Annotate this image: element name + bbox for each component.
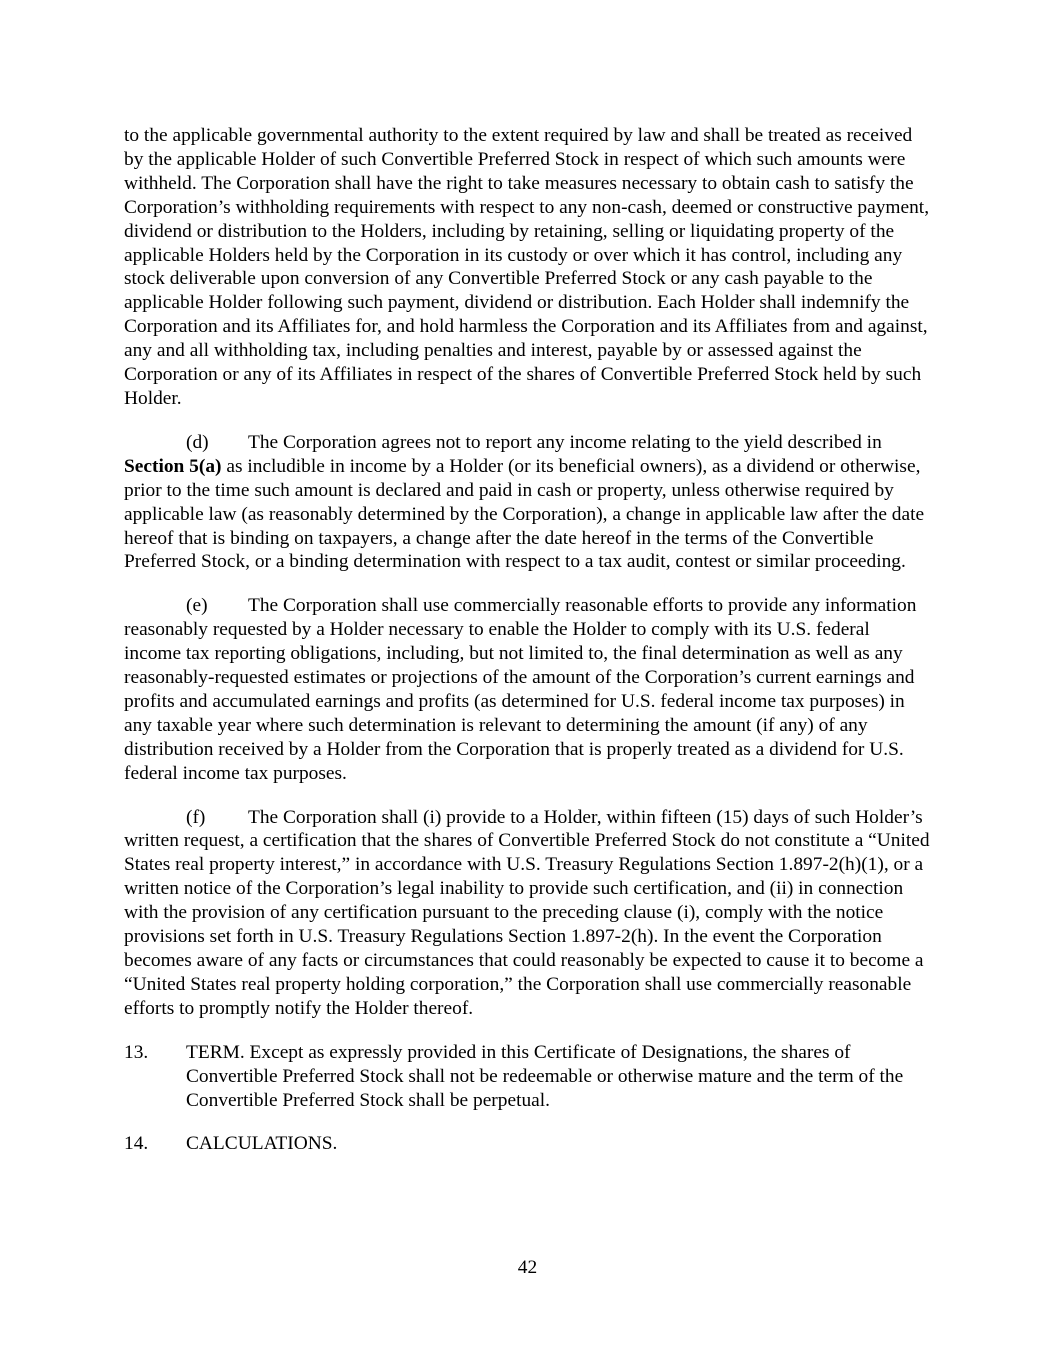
- paragraph-d-text-after: as includible in income by a Holder (or its beneficial owners), as a dividend or otherwise, prior to the time such amount is declared and paid in cash or property, unless otherwise required by applicable law (as reasonably determined by the Corporation), a change in applicable law after the date hereof that is binding on taxpayers, a change after the date hereof in the terms of the Convertible Preferred Stock, or a binding determination with respect to a tax audit, contest or similar proceeding.: [124, 455, 925, 573]
- paragraph-d: [124, 431, 930, 574]
- paragraph-e-text: The Corporation shall use commercially reasonable efforts to provide any information reasonably requested by a Holder necessary to enable the Holder to comply with its U.S. federal income tax reporting obligations, including, but not limited to, the final determination as well as any reasonably-requested estimates or projections of the amount of the Corporation’s current earnings and profits and accumulated earnings and profits (as determined for U.S. federal income tax purposes) in any taxable year where such determination is relevant to determining the amount (if any) of any distribution received by a Holder from the Corporation that is properly treated as a dividend for U.S. federal income tax purposes.: [124, 595, 917, 784]
- section-5a-reference: Section 5(a): [124, 455, 222, 477]
- document-page: [124, 124, 930, 1176]
- section-13-number: 13.: [124, 1041, 149, 1063]
- paragraph-f-label: (f): [186, 806, 206, 828]
- paragraph-f: [124, 806, 930, 1021]
- paragraph-e: [124, 594, 930, 785]
- paragraph-f-text: The Corporation shall (i) provide to a Holder, within fifteen (15) days of such Holder’s written request, a certification that the shares of Convertible Preferred Stock do not constitute a “United States real property interest,” in accordance with U.S. Treasury Regulations Section 1.897-2(h)(1), or a written notice of the Corporation’s legal inability to provide such certification, and (ii) in connection with the provision of any certification pursuant to the preceding clause (i), comply with the notice provisions set forth in U.S. Treasury Regulations Section 1.897-2(h). In the event the Corporation becomes aware of any facts or circumstances that could reasonably be expected to cause it to become a “United States real property holding corporation,” the Corporation shall use commercially reasonable efforts to promptly notify the Holder thereof.: [124, 806, 930, 1019]
- section-14: [124, 1132, 930, 1156]
- section-13: [124, 1041, 930, 1113]
- page-number: 42: [517, 1257, 538, 1278]
- continuation-paragraph: to the applicable governmental authority to the extent required by law and shall be treated as received by the applicable Holder of such Convertible Preferred Stock in respect of which such amounts were withheld. The Corporation shall have the right to take measures necessary to obtain cash to satisfy the Corporation’s withholding requirements with respect to any non-cash, deemed or constructive payment, dividend or distribution to the Holders, including by retaining, selling or liquidating property of the applicable Holders held by the Corporation in its custody or over which it has control, including any stock deliverable upon conversion of any Convertible Preferred Stock or any cash payable to the applicable Holder following such payment, dividend or distribution. Each Holder shall indemnify the Corporation and its Affiliates for, and hold harmless the Corporation and its Affiliates from and against, any and all withholding tax, including penalties and interest, payable by or assessed against the Corporation or any of its Affiliates in respect of the shares of Convertible Preferred Stock held by such Holder.: [124, 125, 930, 409]
- section-14-number: 14.: [124, 1133, 149, 1155]
- section-14-text: CALCULATIONS.: [186, 1133, 338, 1155]
- paragraph-d-label: (d): [186, 431, 209, 453]
- section-13-text: TERM. Except as expressly provided in this Certificate of Designations, the shares of Convertible Preferred Stock shall not be redeemable or otherwise mature and the term of the Convertible Preferred Stock shall be perpetual.: [186, 1041, 904, 1111]
- paragraph-e-label: (e): [186, 595, 208, 617]
- paragraph-d-text-before: The Corporation agrees not to report any income relating to the yield described in: [248, 431, 882, 453]
